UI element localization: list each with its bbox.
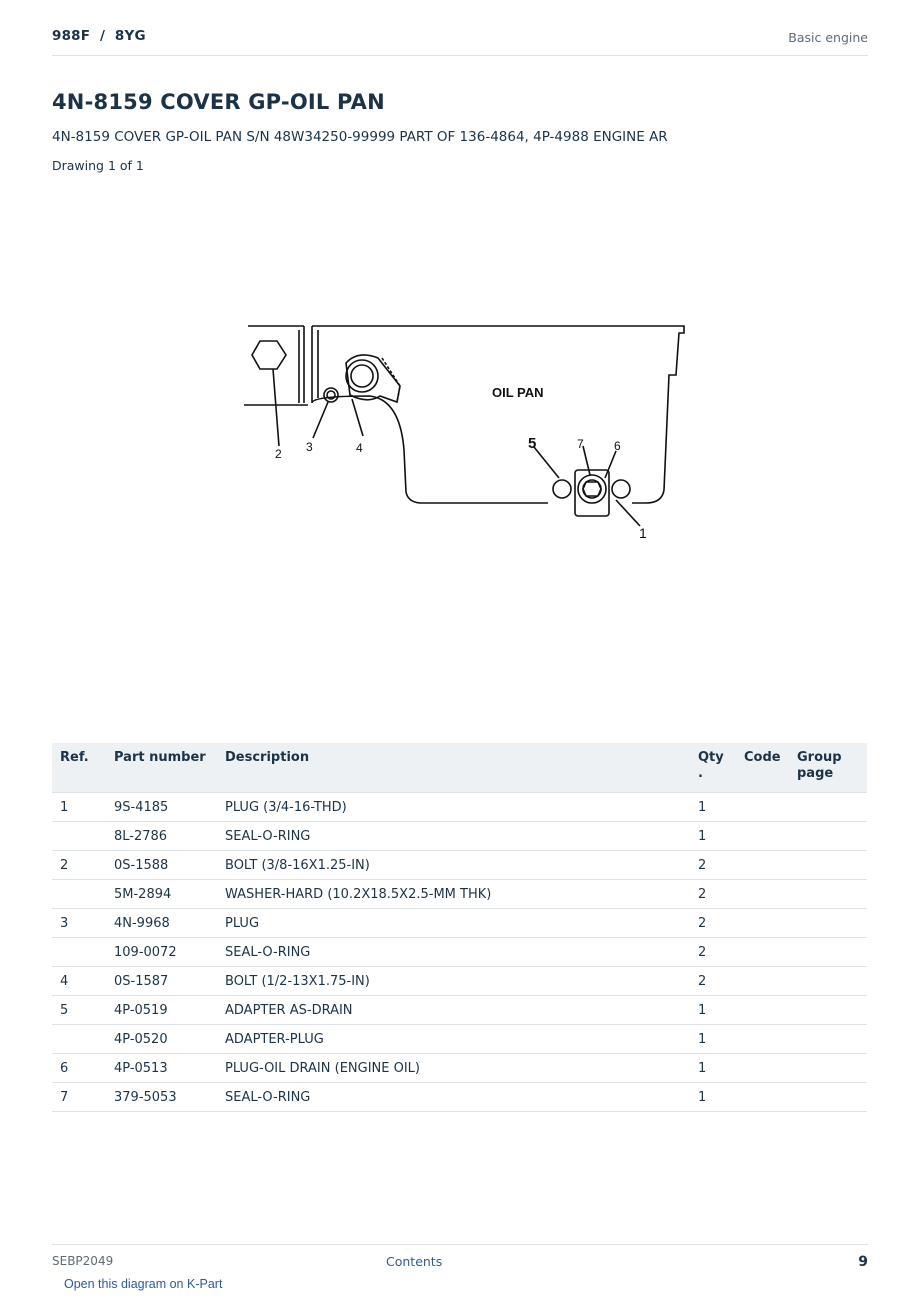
cell-code <box>736 851 789 880</box>
cell-group-page <box>789 880 867 909</box>
oil-pan-label: OIL PAN <box>492 385 544 400</box>
table-row <box>52 1025 867 1054</box>
cell-qty: 1 <box>690 822 736 851</box>
cell-qty: 1 <box>690 1054 736 1083</box>
cell-code <box>736 793 789 822</box>
callout-6: 6 <box>614 439 621 453</box>
cell-qty: 1 <box>690 1083 736 1112</box>
page-number: 9 <box>858 1254 868 1270</box>
cell-group-page <box>789 822 867 851</box>
cell-part-number: 8L-2786 <box>106 822 217 851</box>
cell-group-page <box>789 967 867 996</box>
cell-group-page <box>789 851 867 880</box>
callout-3: 3 <box>306 440 313 454</box>
cell-qty: 1 <box>690 996 736 1025</box>
cell-part-number: 0S-1587 <box>106 967 217 996</box>
cell-part-number: 379-5053 <box>106 1083 217 1112</box>
cell-ref: 2 <box>52 851 106 880</box>
kpart-link[interactable]: Open this diagram on K-Part <box>64 1277 223 1291</box>
section-name: Basic engine <box>788 30 868 45</box>
header-code: Code <box>736 743 789 793</box>
model-serial: 988F / 8YG <box>52 28 146 44</box>
cell-ref <box>52 938 106 967</box>
contents-link[interactable]: Contents <box>386 1254 443 1269</box>
cell-part-number: 5M-2894 <box>106 880 217 909</box>
cell-ref: 4 <box>52 967 106 996</box>
pan-outline-right <box>312 326 684 503</box>
table-row <box>52 880 867 909</box>
cell-ref: 6 <box>52 1054 106 1083</box>
cell-qty: 1 <box>690 793 736 822</box>
cell-code <box>736 1054 789 1083</box>
cell-description: PLUG (3/4-16-THD) <box>217 793 690 822</box>
cell-ref: 1 <box>52 793 106 822</box>
cell-part-number: 0S-1588 <box>106 851 217 880</box>
cell-code <box>736 880 789 909</box>
cell-code <box>736 938 789 967</box>
cell-group-page <box>789 909 867 938</box>
cell-part-number: 9S-4185 <box>106 793 217 822</box>
cell-ref <box>52 822 106 851</box>
header-description: Description <box>217 743 690 793</box>
cell-description: ADAPTER AS-DRAIN <box>217 996 690 1025</box>
callout-1: 1 <box>639 525 647 541</box>
cell-qty: 1 <box>690 1025 736 1054</box>
cell-description: PLUG <box>217 909 690 938</box>
cell-qty: 2 <box>690 909 736 938</box>
callout-5: 5 <box>528 435 537 452</box>
cell-code <box>736 967 789 996</box>
cell-ref <box>52 1025 106 1054</box>
cell-code <box>736 1083 789 1112</box>
parts-table-header <box>52 743 867 793</box>
table-row <box>52 822 867 851</box>
oil-pan-diagram <box>200 190 720 710</box>
cell-part-number: 4P-0519 <box>106 996 217 1025</box>
oil-pan-drawing <box>200 190 720 710</box>
header-group-page: Group page <box>789 743 867 793</box>
cell-group-page <box>789 793 867 822</box>
cell-group-page <box>789 1054 867 1083</box>
cell-description: PLUG-OIL DRAIN (ENGINE OIL) <box>217 1054 690 1083</box>
cell-qty: 2 <box>690 967 736 996</box>
table-row <box>52 967 867 996</box>
cell-code <box>736 1025 789 1054</box>
cell-code <box>736 996 789 1025</box>
cell-part-number: 109-0072 <box>106 938 217 967</box>
header-qty: Qty . <box>690 743 736 793</box>
cell-description: BOLT (3/8-16X1.25-IN) <box>217 851 690 880</box>
cell-qty: 2 <box>690 851 736 880</box>
cell-ref: 7 <box>52 1083 106 1112</box>
table-row <box>52 996 867 1025</box>
cell-ref: 5 <box>52 996 106 1025</box>
cell-code <box>736 822 789 851</box>
callout-2: 2 <box>275 447 282 461</box>
cell-description: BOLT (1/2-13X1.75-IN) <box>217 967 690 996</box>
table-row <box>52 1083 867 1112</box>
page-title: 4N-8159 COVER GP-OIL PAN <box>52 90 385 114</box>
cell-code <box>736 909 789 938</box>
cell-description: WASHER-HARD (10.2X18.5X2.5-MM THK) <box>217 880 690 909</box>
table-row <box>52 909 867 938</box>
cell-ref <box>52 880 106 909</box>
callout-4: 4 <box>356 441 363 455</box>
cell-group-page <box>789 1083 867 1112</box>
drawing-count: Drawing 1 of 1 <box>52 158 144 173</box>
pan-outline-bottom <box>312 326 548 503</box>
document-id: SEBP2049 <box>52 1254 114 1268</box>
cell-description: SEAL-O-RING <box>217 822 690 851</box>
table-row <box>52 793 867 822</box>
cell-description: ADAPTER-PLUG <box>217 1025 690 1054</box>
cell-group-page <box>789 996 867 1025</box>
cell-part-number: 4P-0513 <box>106 1054 217 1083</box>
cell-description: SEAL-O-RING <box>217 938 690 967</box>
table-row <box>52 851 867 880</box>
page-footer <box>52 1244 868 1270</box>
callout-7: 7 <box>577 437 584 451</box>
parts-table-body <box>52 793 867 1112</box>
page-header <box>52 28 868 56</box>
cell-group-page <box>789 1025 867 1054</box>
parts-table <box>52 743 867 1112</box>
header-part-number: Part number <box>106 743 217 793</box>
page-subtitle: 4N-8159 COVER GP-OIL PAN S/N 48W34250-99999 PART OF 136-4864, 4P-4988 ENGINE AR <box>52 129 668 145</box>
table-row <box>52 1054 867 1083</box>
header-ref: Ref. <box>52 743 106 793</box>
cell-ref: 3 <box>52 909 106 938</box>
cell-group-page <box>789 938 867 967</box>
cell-part-number: 4N-9968 <box>106 909 217 938</box>
cell-qty: 2 <box>690 938 736 967</box>
cell-part-number: 4P-0520 <box>106 1025 217 1054</box>
table-row <box>52 938 867 967</box>
bolt-head-2 <box>252 341 286 369</box>
cell-description: SEAL-O-RING <box>217 1083 690 1112</box>
cell-qty: 2 <box>690 880 736 909</box>
